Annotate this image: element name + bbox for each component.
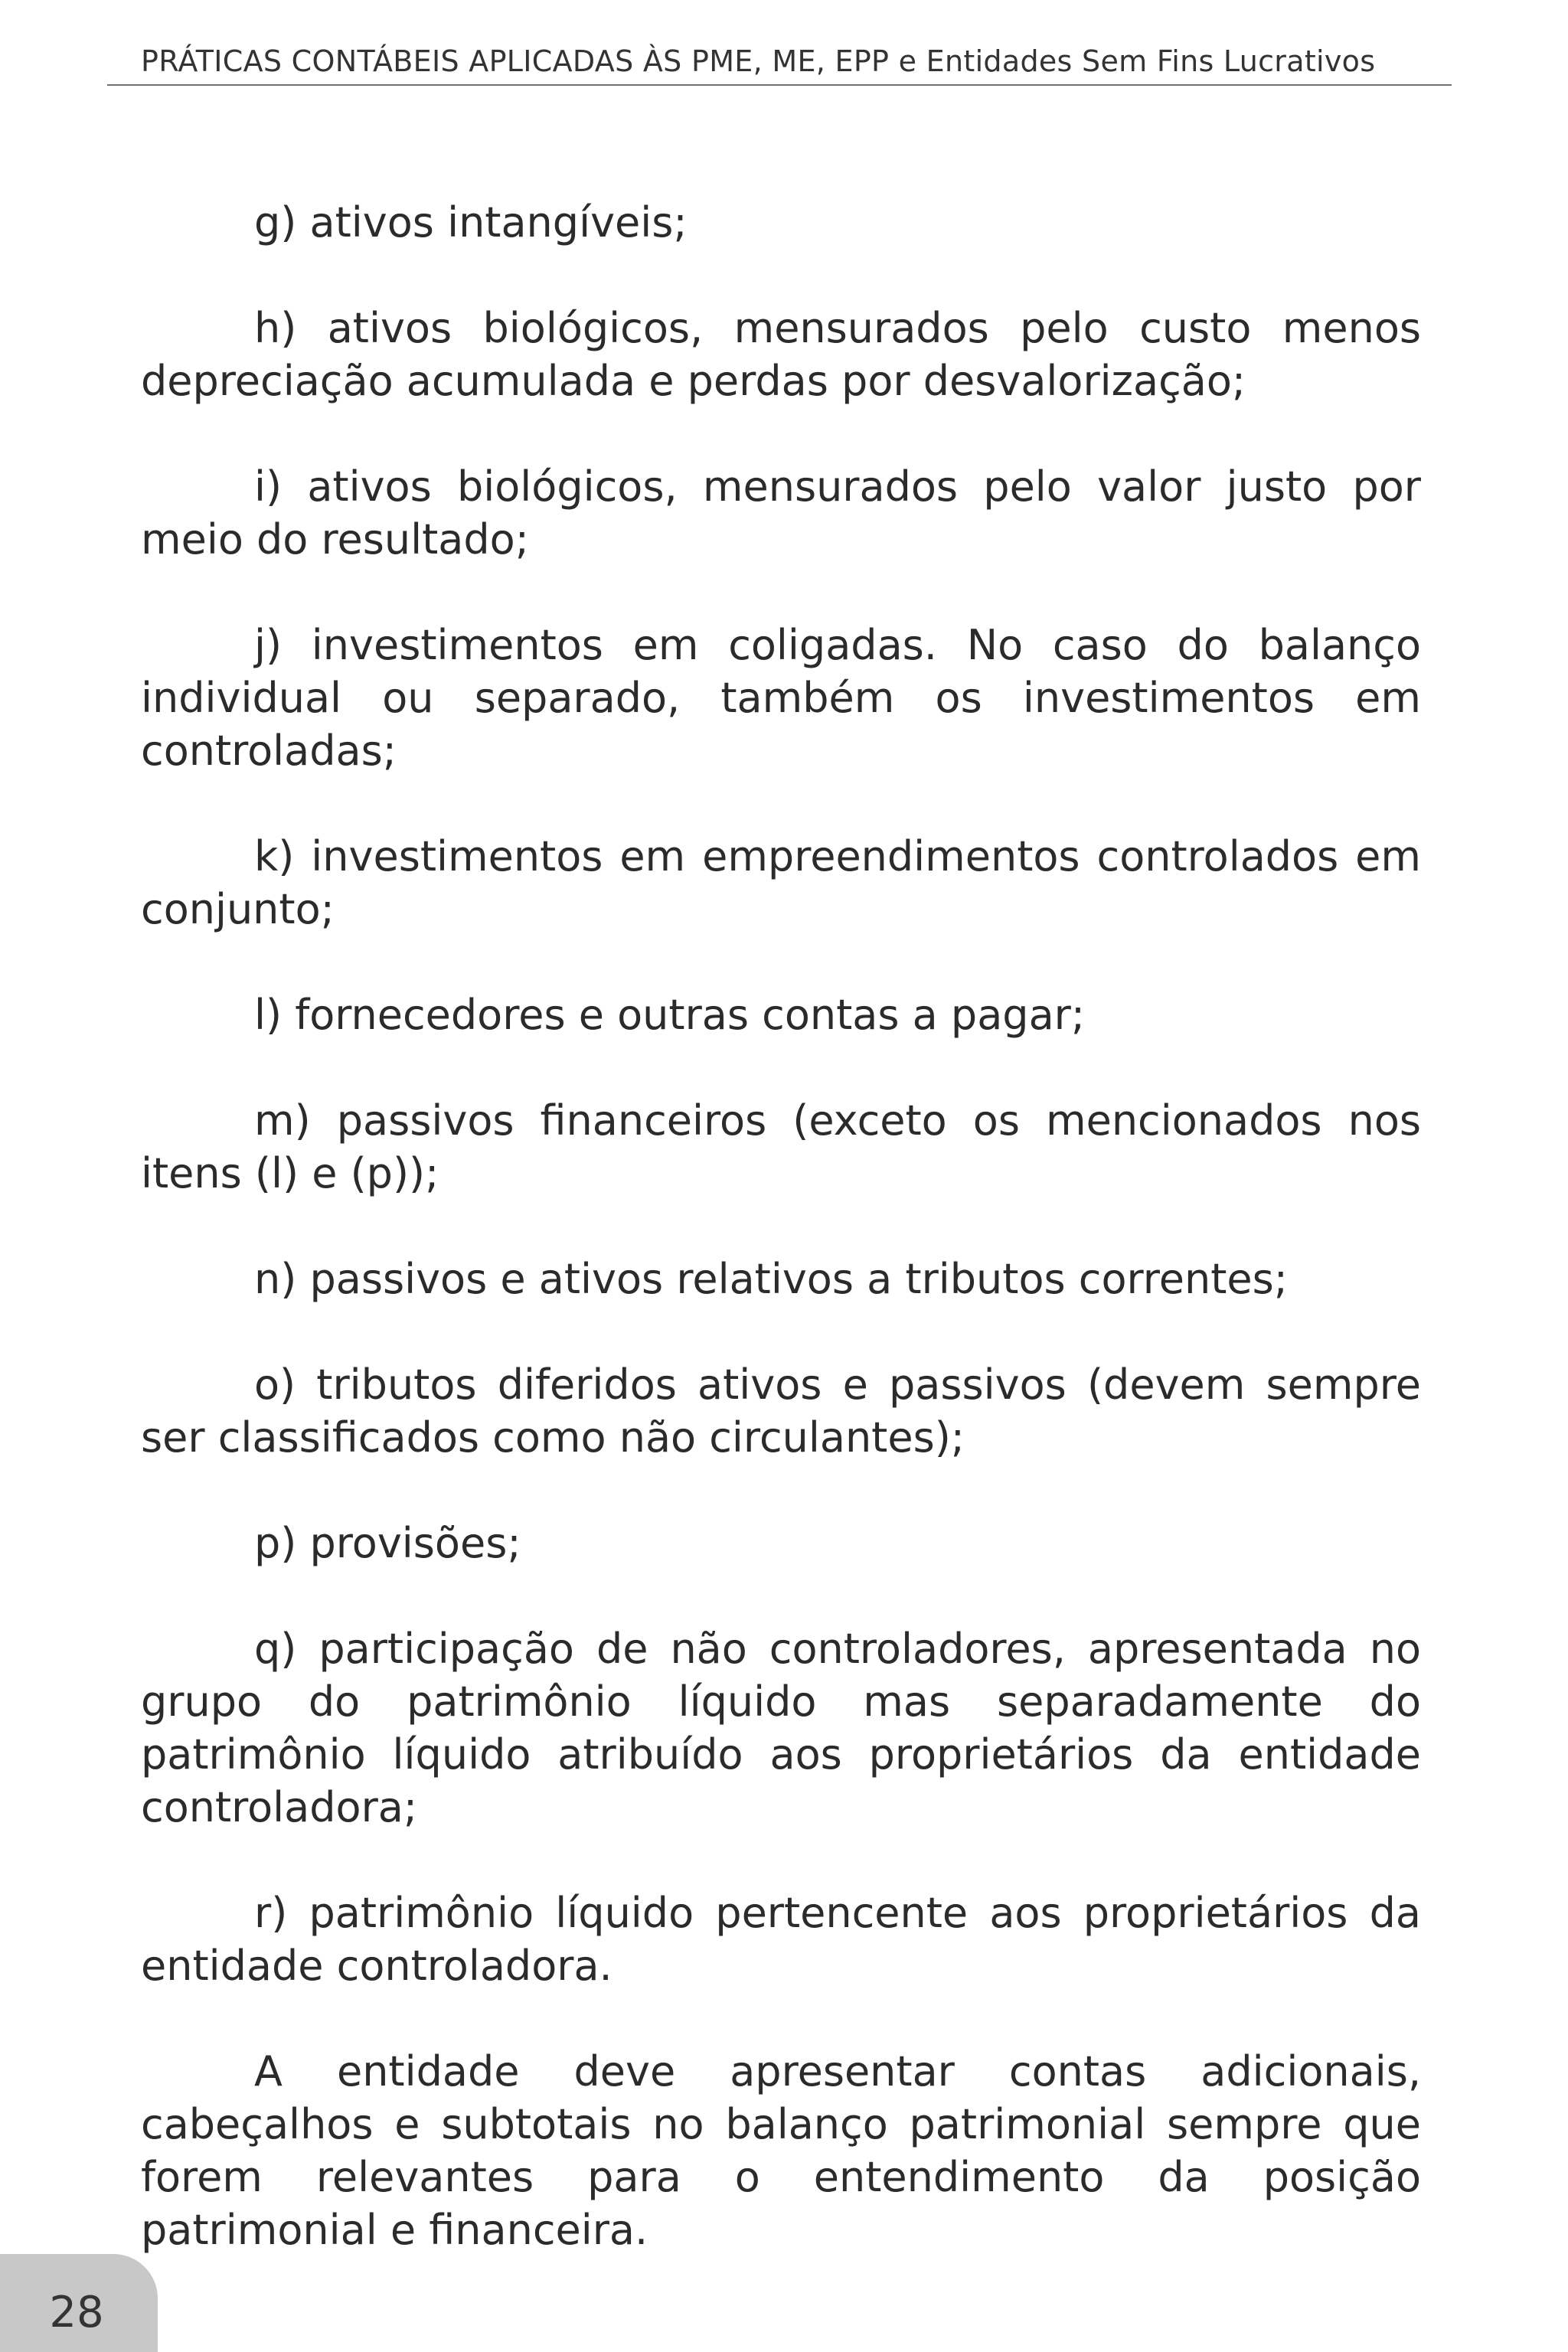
item-j: j) investimentos em coligadas. No caso do balanço individual ou separado, também os investimentos em controladas; [141, 621, 1421, 775]
running-header: PRÁTICAS CONTÁBEIS APLICADAS ÀS PME, ME, EPP e Entidades Sem Fins Lucrativos [141, 44, 1376, 78]
item-m: m) passivos financeiros (exceto os mencionados nos itens (l) e (p)); [141, 1096, 1421, 1197]
item-n: n) passivos e ativos relativos a tributos correntes; [254, 1255, 1288, 1303]
item-p: p) provisões; [254, 1519, 521, 1567]
closing-paragraph: A entidade deve apresentar contas adicionais, cabeçalhos e subtotais no balanço patrimonial sempre que forem relevantes para o entendimento da posição patrimonial e financeira. [141, 2047, 1421, 2254]
header-divider [107, 84, 1452, 86]
item-g: g) ativos intangíveis; [254, 198, 688, 247]
page-number: 28 [49, 2288, 104, 2337]
item-k: k) investimentos em empreendimentos controlados em conjunto; [141, 832, 1421, 933]
item-r: r) patrimônio líquido pertencente aos proprietários da entidade controladora. [141, 1889, 1421, 1990]
item-l: l) fornecedores e outras contas a pagar; [254, 991, 1086, 1039]
item-h: h) ativos biológicos, mensurados pelo custo menos depreciação acumulada e perdas por desvalorização; [141, 304, 1421, 405]
item-q: q) participação de não controladores, apresentada no grupo do patrimônio líquido mas separadamente do patrimônio líquido atribuído aos proprietários da entidade controladora; [141, 1625, 1421, 1831]
item-o: o) tributos diferidos ativos e passivos (devem sempre ser classificados como não circulantes); [141, 1361, 1421, 1462]
body-text [141, 196, 1421, 2256]
item-i: i) ativos biológicos, mensurados pelo valor justo por meio do resultado; [141, 462, 1421, 564]
